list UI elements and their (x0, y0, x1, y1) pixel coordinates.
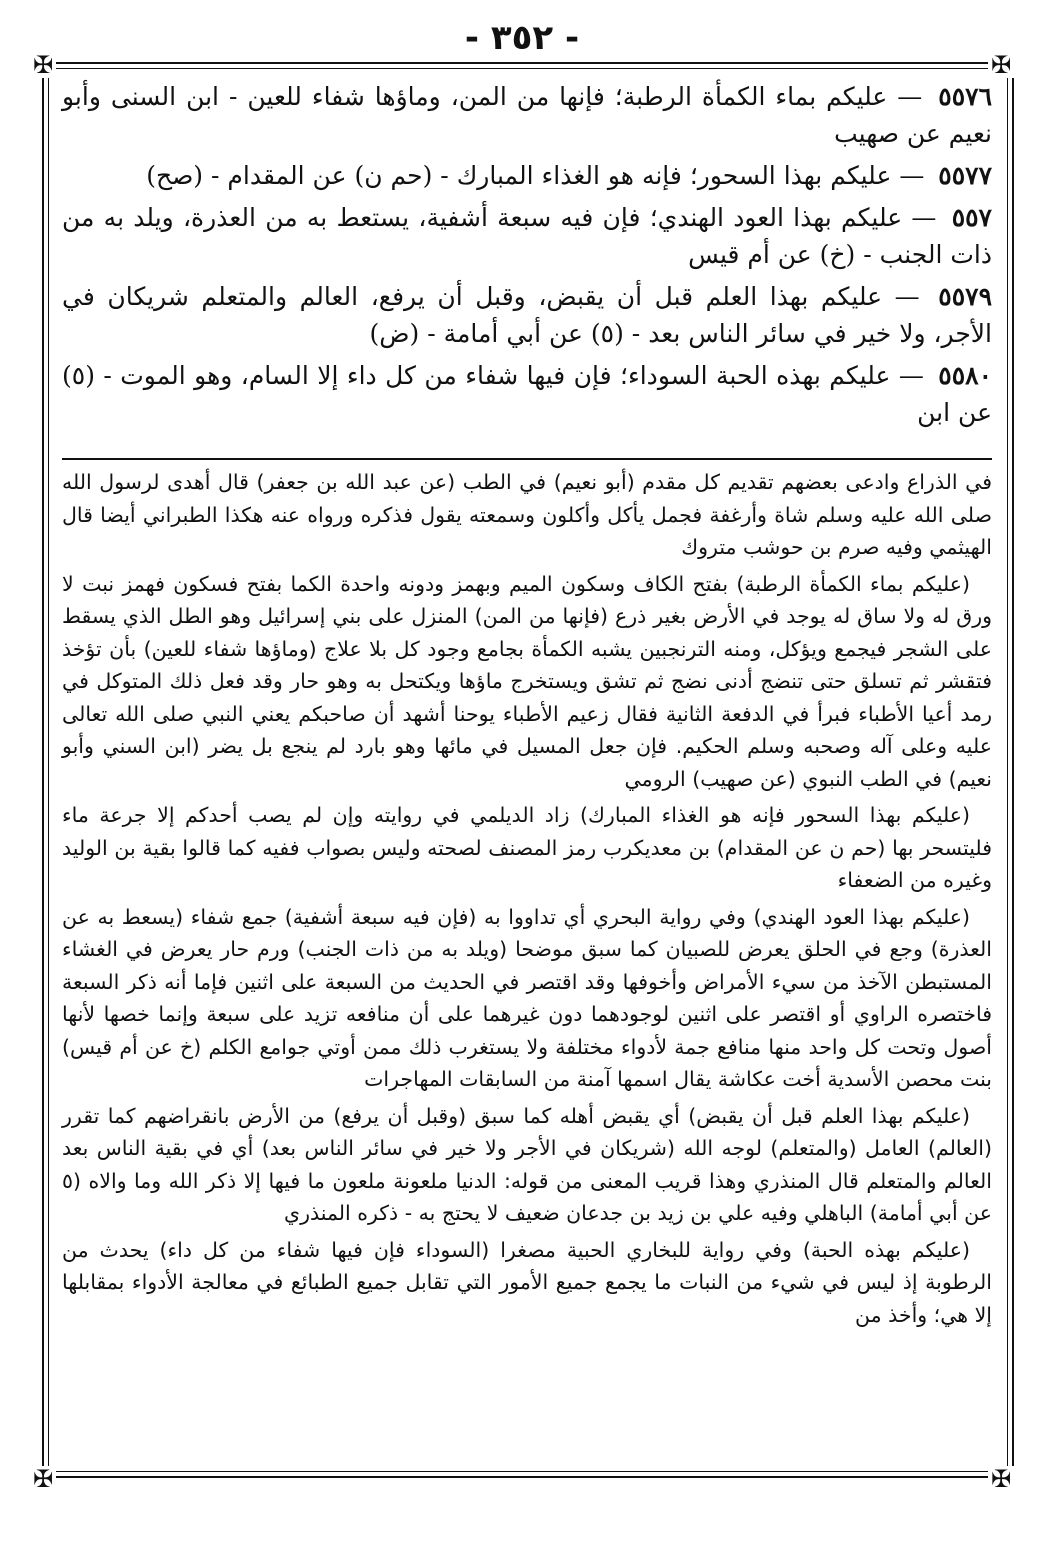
commentary-paragraph: (عليكم بهذه الحبة) وفي رواية للبخاري الحبية مصغرا (السوداء فإن فيها شفاء من كل داء) يحدث من الرطوبة إذ ليس في شيء من النبات ما يجمع جميع الأمور التي تقابل جميع الطبائع في معالجة الأدواء بمقابلها إلا هي؛ وأخذ من (62, 1237, 992, 1327)
ornament-cross-icon: ✠ (30, 52, 56, 78)
commentary-paragraph: (عليكم بماء الكمأة الرطبة) بفتح الكاف وسكون الميم وبهمز ودونه واحدة الكما بفتح فسكون فهمز نبت لا ورق له ولا ساق له يوجد في الأرض بغير ذرع (فإنها من المن) المنزل على بني إسرائيل وهو الطل الذي يسقط على الشجر فيجمع ويؤكل، ومنه الترنجبين يشبه الكمأة بجامع وجود كل بلا علاج (وماؤها شفاء للعين) بأن تؤخذ فتقشر ثم تسلق حتى تنضج أدنى نضج ثم تشق ويستخرج ماؤها ويكتحل به وهو حار وقد فعل ذلك المتوكل في رمد أعيا الأطباء فبرأ في الدفعة الثانية فقال زعيم الأطباء يوحنا أشهد أن صاحبكم يعني النبي صلى الله تعالى عليه وعلى آله وصحبه وسلم الحكيم. فإن جعل المسيل في مائها وهو بارد لم ينجع بل يضر (ابن السني وأبو نعيم) في الطب النبوي (عن صهيب) الرومي (62, 571, 992, 791)
commentary-paragraph: (عليكم بهذا العلم قبل أن يقبض) أي يقبض أهله كما سبق (وقبل أن يرفع) من الأرض بانقراضهم كما تقرر (العالم) العامل (والمتعلم) لوجه الله (شريكان في الأجر ولا خير في سائر الناس بعد) أي في بقية الناس بعد العالم والمتعلم قال المنذري وهذا قريب المعنى من قوله: الدنيا ملعونة ملعون ما فيها إلا ذكر الله وما والاه (٥ عن أبي أمامة) الباهلي وفيه علي بن زيد بن جدعان ضعيف لا يحتج به - ذكره المنذري (62, 1103, 992, 1225)
hadith-entry (62, 199, 992, 273)
hadith-text: — عليكم بهذا العلم قبل أن يقبض، وقبل أن يرفع، العالم والمتعلم شريكان في الأجر، ولا خير في سائر الناس بعد - (٥) عن أبي أمامة - (ض) (62, 282, 992, 348)
hadith-number: ٥٥٧ (951, 203, 992, 232)
hadith-text: — عليكم بهذا السحور؛ فإنه هو الغذاء المبارك - (حم ن) عن المقدام - (صح) (146, 161, 925, 190)
hadith-text: — عليكم بماء الكمأة الرطبة؛ فإنها من المن، وماؤها شفاء للعين - ابن السنى وأبو نعيم عن صهيب (62, 82, 992, 148)
section-divider (62, 458, 992, 460)
hadith-number: ٥٥٧٧ (938, 161, 992, 190)
hadith-text: — عليكم بهذه الحبة السوداء؛ فإن فيها شفاء من كل داء إلا السام، وهو الموت - (٥) عن ابن (62, 361, 992, 427)
ornament-cross-icon: ✠ (988, 52, 1014, 78)
commentary-section (62, 466, 992, 1335)
hadith-number: ٥٥٧٦ (938, 82, 992, 111)
hadith-entry (62, 157, 992, 194)
hadith-entry (62, 78, 992, 152)
ornament-cross-icon: ✠ (30, 1466, 56, 1492)
ornament-cross-icon: ✠ (988, 1466, 1014, 1492)
page-number: - ٣٥٢ - (464, 18, 580, 58)
commentary-paragraph: (عليكم بهذا العود الهندي) وفي رواية البحري أي تداووا به (فإن فيه سبعة أشفية) جمع شفاء (يسعط به عن العذرة) وجع في الحلق يعرض للصبيان كما سبق موضحا (ويلد به من ذات الجنب) ورم حار يعرض في الغشاء المستبطن الآخذ من سيء الأمراض وأخوفها وقد اقتصر في الحديث من السبعة على اثنين فإما أنه ذكر السبعة فاختصره الراوي أو اقتصر على اثنين لوجودهما دون غيرهما على أن منافعه تزيد على سبعة وإنما خصها لأنها أصول وتحت كل واحد منها منافع جمة لأدواء مختلفة ولا يستغرب ذلك ممن أوتي جوامع الكلم (خ عن أم قيس) بنت محصن الأسدية أخت عكاشة يقال اسمها آمنة من السابقات المهاجرات (62, 904, 992, 1091)
hadith-text: — عليكم بهذا العود الهندي؛ فإن فيه سبعة أشفية، يستعط به من العذرة، ويلد به من ذات الجنب - (خ) عن أم قيس (62, 203, 992, 269)
hadith-text-section (62, 78, 992, 436)
hadith-entry (62, 357, 992, 431)
commentary-paragraph: في الذراع وادعى بعضهم تقديم كل مقدم (أبو نعيم) في الطب (عن عبد الله بن جعفر) قال أهدى لرسول الله صلى الله عليه وسلم شاة وأرغفة فجمل يأكل وأكلون وسمعته يقول فذكره ورواه عنه هكذا الطبراني أيضا قال الهيثمي وفيه صرم بن حوشب متروك (62, 470, 992, 559)
hadith-entry (62, 278, 992, 352)
commentary-paragraph: (عليكم بهذا السحور فإنه هو الغذاء المبارك) زاد الديلمي في روايته وإن لم يصب أحدكم إلا جرعة ماء فليتسحر بها (حم ن عن المقدام) بن معديكرب رمز المصنف لصحته وليس بصواب ففيه كما قالوا بقية بن الوليد وغيره من الضعفاء (62, 803, 992, 892)
hadith-number: ٥٥٨٠ (938, 361, 992, 390)
hadith-number: ٥٥٧٩ (938, 282, 992, 311)
